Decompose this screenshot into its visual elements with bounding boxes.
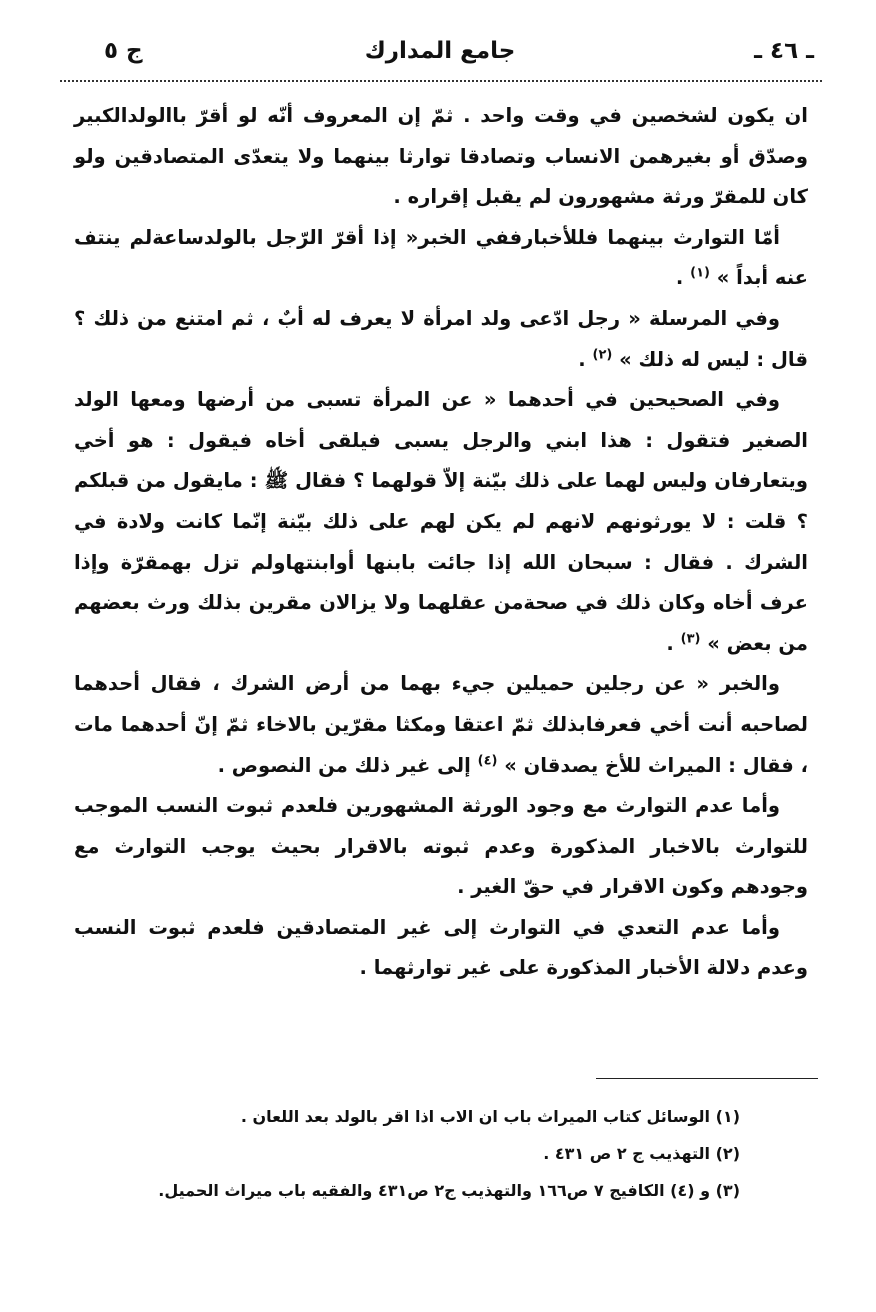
main-text (74, 96, 808, 989)
footnotes (74, 1098, 740, 1209)
footnote-ref-4: (٤) (477, 753, 498, 768)
paragraph-1: ان يكون لشخصين في وقت واحد . ثمّ إن المعروف أنّه لو أقرّ باالولدالكبير وصدّق أو بغيرهمن الانساب وتصادقا توارثا بينهما ولا يتعدّى المتصادقين ولو كان للمقرّ ورثة مشهورون لم يقبل إقراره . (74, 104, 808, 209)
paragraph-lead: وأما (741, 794, 780, 818)
header-divider (60, 80, 822, 82)
footnote-ref-2: (٢) (592, 347, 613, 363)
paragraph-lead: وأما (741, 915, 780, 939)
paragraph-6: وأما عدم التوارث مع وجود الورثة المشهورين فلعدم ثبوت النسب الموجب للتوارث بالاخبار المذكورة وعدم ثبوته بالاقرار بحيث يوجب التوارث مع وجودهم وكون الاقرار في حقّ الغير . (74, 794, 808, 899)
paragraph-5: والخبر « عن رجلين حميلين جيء بهما من أرض الشرك ، فقال أحدهما لصاحبه أنت أخي فعرفابذلك ثمّ اعتقا ومكثا مقرّين بالاخاء ثمّ إنّ أحدهما مات ، فقال : الميراث للأخ يصدقان » $^{(٤)}$ إلى غير ذلك من النصوص . (74, 672, 808, 777)
footnote-2: (٢) التهذيب ج ٢ ص ٤٣١ . (543, 1144, 740, 1163)
paragraph-3: وفي المرسلة « رجل ادّعى ولد امرأة لا يعرف له أبٌ ، ثم امتنع من ذلك ؟ قال : ليس له ذلك » $^{(٢)}$ . (74, 306, 808, 371)
footnote-3: (٣) و (٤) الكافيج ٧ ص١٦٦ والتهذيب ج٢ ص٤٣١ والفقيه باب ميراث الحميل. (158, 1181, 740, 1200)
footnote-ref-1: (١) (690, 265, 710, 281)
footnote-ref-3: (٣) (680, 631, 701, 647)
volume-label: ج ٥ (104, 38, 143, 64)
paragraph-7: وأما عدم التعدي في التوارث إلى غير المتصادقين فلعدم ثبوت النسب وعدم دلالة الأخبار المذكورة على غير توارثهما . (74, 915, 808, 980)
paragraph-2: أمّا التوارث بينهما فللأخبارففي الخبر« إذا أقرّ الرّجل بالولدساعةلم ينتف عنه أبداً » $^{(١)}$ . (74, 225, 808, 290)
footnote-1: (١) الوسائل كتاب الميراث باب ان الاب اذا اقر بالولد بعد اللعان . (240, 1107, 740, 1126)
paragraph-4: وفي الصحيحين في أحدهما « عن المرأة تسبى من أرضها ومعها الولد الصغير فتقول : هذا ابني والرجل يسبى فيلقى أخاه فيقول : هو أخي ويتعارفان وليس لهما على ذلك بيّنة إلاّ قولهما ؟ فقال ﷺ : مايقول من قبلكم ؟ قلت : لا يورثونهم لانهم لم يكن لهم على ذلك بيّنة إنّما كانت ولادة في الشرك . فقال : سبحان الله إذا جائت بابنها أوابنتهاولم تزل بهمقرّة وإذا عرف أخاه وكان ذلك في صحةمن عقلهما ولا يزالان مقرين بذلك ورث بعضهم من بعض » $^{(٣)}$ . (74, 388, 808, 655)
page-number: ـ ٤٦ ـ (754, 38, 814, 64)
page-header (60, 38, 820, 78)
running-title: جامع المدارك (364, 38, 516, 64)
footnote-divider (596, 1078, 818, 1079)
